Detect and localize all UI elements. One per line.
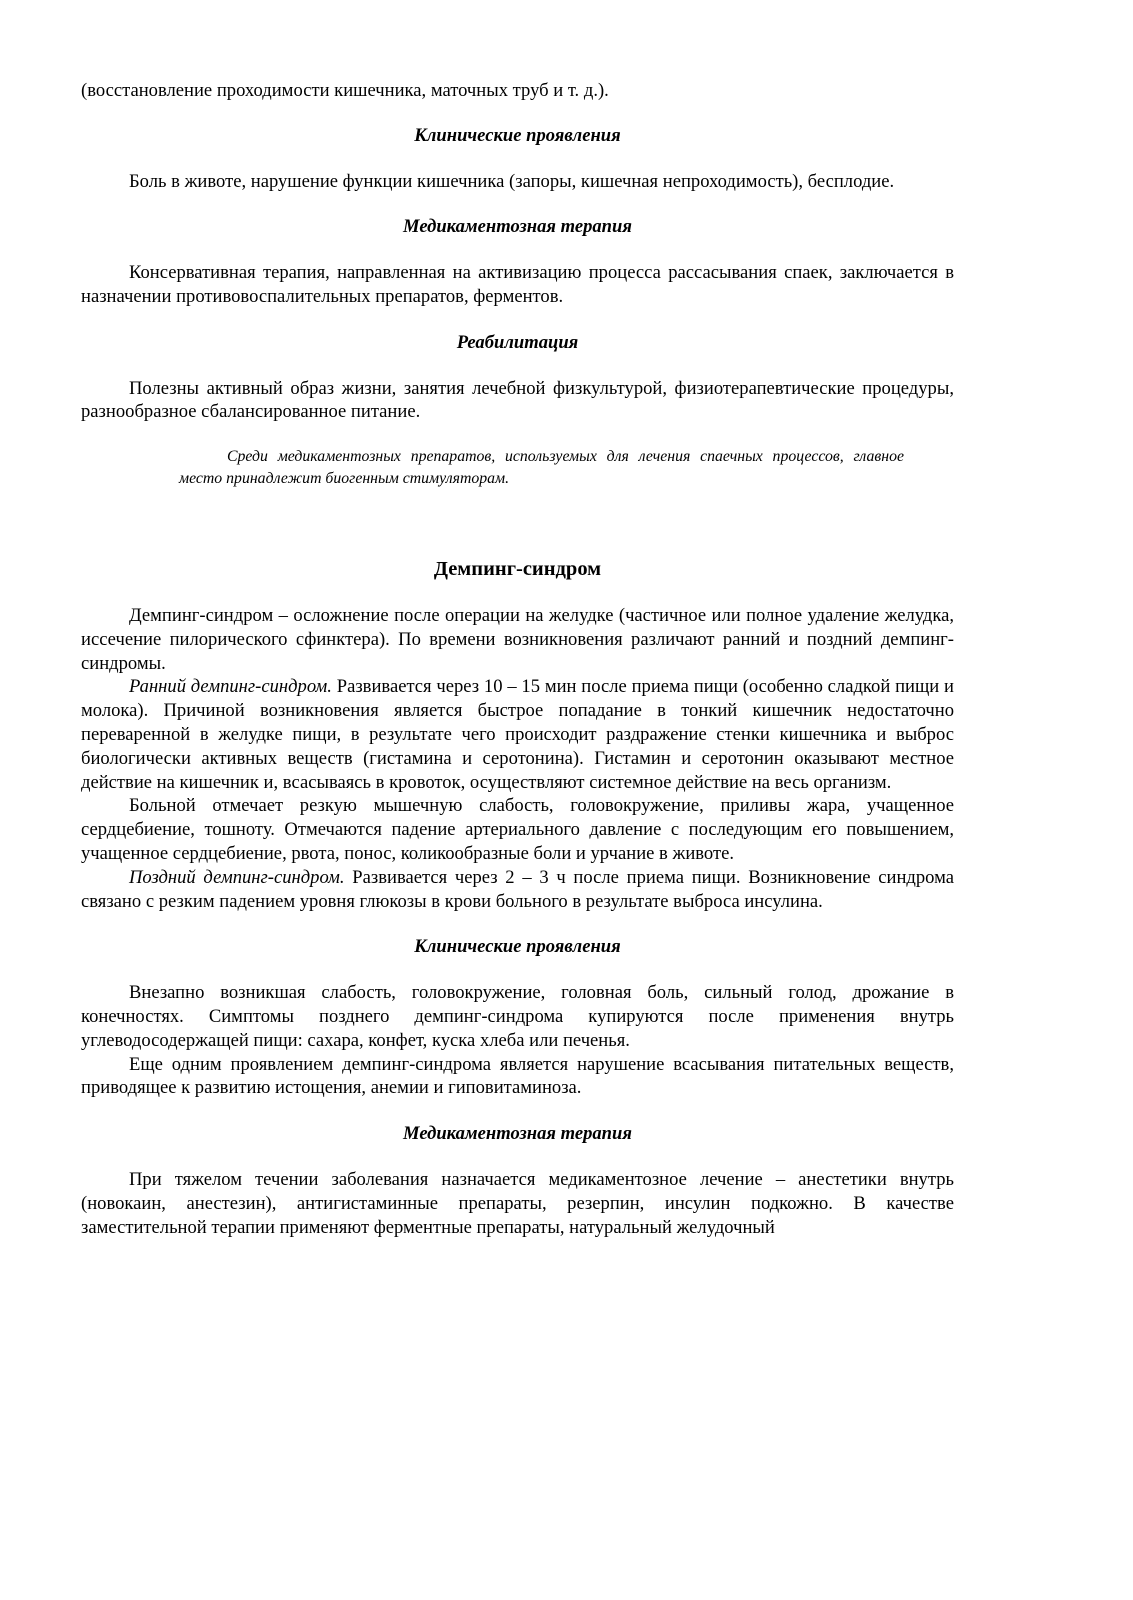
clinical-heading-2: Клинические проявления — [414, 936, 621, 958]
early-dumping-text: Развивается через 10 – 15 мин после приема пищи (особенно сладкой пищи и молока). Причиной возникновения является быстрое попадание в тонкий кишечник недостаточно переваренной в желудке пищи, в результате чего происходит раздражение стенки кишечника и выброс биологически активных веществ (гистамина и серотонина). Гистамин и серотонин оказывают местное действие на кишечник и, всасываясь в кровоток, осуществляют системное действие на весь организм. — [81, 676, 954, 793]
clinical-paragraph-1: Боль в животе, нарушение функции кишечника (запоры, кишечная непроходимость), бесплодие. — [129, 170, 895, 192]
clinical-paragraph-2a: Внезапно возникшая слабость, головокружение, головная боль, сильный голод, дрожание в конечностях. Симптомы позднего демпинг-синдрома купируются после применения внутрь углеводосодержащей пищи: сахара, конфет, куска хлеба или печенья. — [81, 982, 954, 1051]
italic-note: Среди медикаментозных препаратов, используемых для лечения спаечных процессов, главное место принадлежит биогенным стимуляторам. — [179, 448, 904, 488]
clinical-heading-1: Клинические проявления — [414, 124, 621, 146]
rehab-paragraph: Полезны активный образ жизни, занятия лечебной физкультурой, физиотерапевтические процедуры, разнообразное сбалансированное питание. — [81, 377, 954, 423]
late-dumping-term: Поздний демпинг-синдром. — [129, 866, 345, 888]
rehab-heading: Реабилитация — [456, 331, 579, 353]
clinical-paragraph-2b: Еще одним проявлением демпинг-синдрома является нарушение всасывания питательных веществ, приводящее к развитию истощения, анемии и гиповитаминоза. — [81, 1053, 954, 1099]
section-title-dumping: Демпинг-синдром — [433, 558, 602, 581]
late-dumping-paragraph — [81, 866, 954, 914]
continuation-paragraph: (восстановление проходимости кишечника, маточных труб и т. д.). — [81, 80, 609, 101]
therapy-paragraph-2: При тяжелом течении заболевания назначается медикаментозное лечение – анестетики внутрь (новокаин, анестезин), антигистаминные препараты, резерпин, инсулин подкожно. В качестве заместительной терапии применяют ферментные препараты, натуральный желудочный — [81, 1168, 954, 1238]
dumping-intro-paragraph: Демпинг-синдром – осложнение после операции на желудке (частичное или полное удаление желудка, иссечение пилорического сфинктера). По времени возникновения различают ранний и поздний демпинг-синдромы. — [81, 604, 954, 674]
therapy-paragraph-1: Консервативная терапия, направленная на активизацию процесса рассасывания спаек, заключается в назначении противовоспалительных препаратов, ферментов. — [81, 262, 954, 307]
early-dumping-paragraph — [81, 675, 954, 794]
therapy-heading-1: Медикаментозная терапия — [403, 216, 632, 238]
late-dumping-text: Развивается через 2 – 3 ч после приема пищи. Возникновение синдрома связано с резким падением уровня глюкозы в крови больного в результате выброса инсулина. — [81, 866, 954, 912]
document-page — [81, 79, 954, 1239]
therapy-heading-2: Медикаментозная терапия — [403, 1123, 632, 1145]
symptoms-paragraph: Больной отмечает резкую мышечную слабость, головокружение, приливы жара, учащенное сердцебиение, тошноту. Отмечаются падение артериального давление с последующим его повышением, учащенное сердцебиение, рвота, понос, коликообразные боли и урчание в животе. — [81, 795, 954, 864]
early-dumping-term: Ранний демпинг-синдром. — [129, 676, 332, 698]
